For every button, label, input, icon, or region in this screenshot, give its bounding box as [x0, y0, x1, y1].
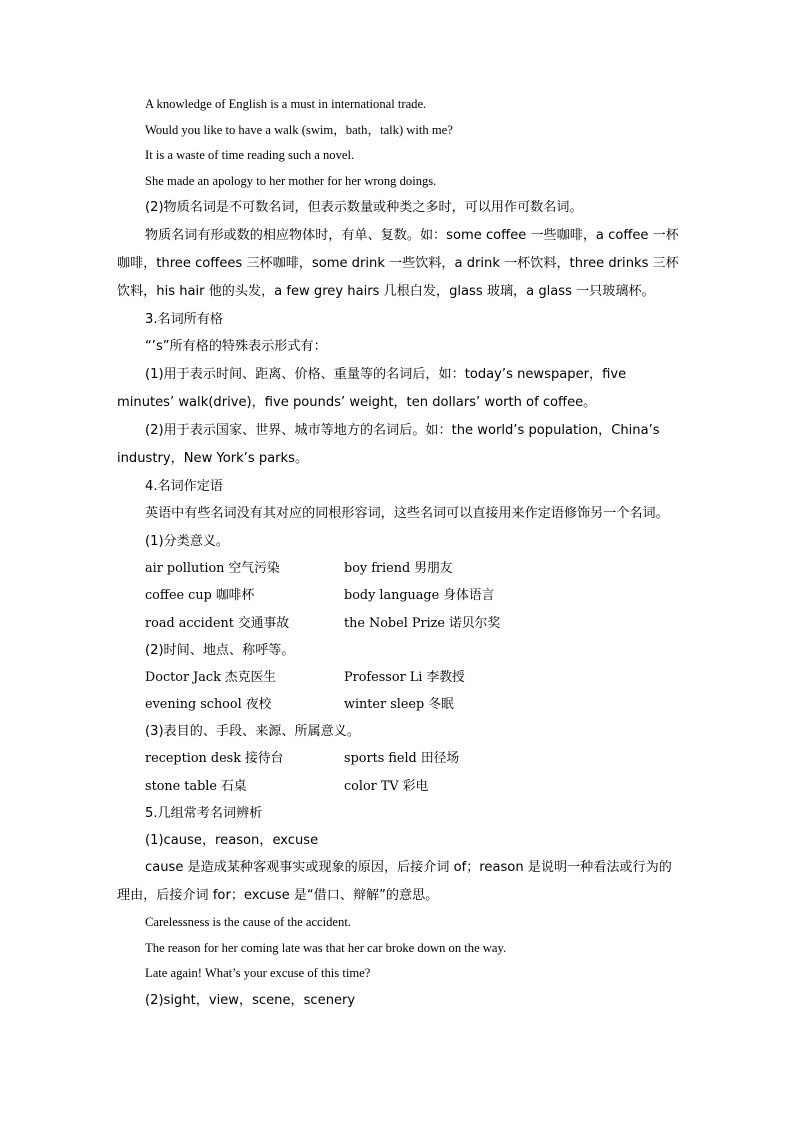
vocab-entry: color TV 彩电 — [344, 778, 429, 794]
vocab-entry: road accident 交通事故 — [145, 615, 290, 631]
vocab-group-title: (3)表目的、手段、来源、所属意义。 — [145, 724, 360, 740]
word-group-explanation: cause 是造成某种客观事实或现象的原因，后接介词 of；reason 是说明一种看法或行为的理由，后接介词 for；excuse 是“借口、辩解”的意思。 — [117, 860, 672, 904]
example-sentence: A knowledge of English is a must in international trade. — [145, 97, 427, 111]
vocab-row — [117, 610, 682, 637]
vocab-entry: Doctor Jack 杰克医生 — [145, 669, 277, 685]
section-heading-attributive: 4.名词作定语 — [145, 479, 223, 494]
example-sentence: Late again! What’s your excuse of this time? — [145, 966, 371, 981]
vocab-entry: winter sleep 冬眠 — [344, 697, 454, 713]
vocab-entry: body language 身体语言 — [344, 588, 495, 604]
vocab-row — [117, 691, 682, 718]
vocab-entry: coffee cup 咖啡杯 — [145, 588, 255, 604]
section-heading-discrimination: 5.几组常考名词辨析 — [145, 806, 263, 822]
vocab-entry: stone table 石桌 — [145, 778, 247, 794]
example-sentence: She made an apology to her mother for her wrong doings. — [145, 173, 437, 188]
vocab-row — [117, 664, 682, 691]
vocab-row — [117, 555, 682, 582]
vocab-row — [117, 773, 682, 800]
possessive-point-1: (1)用于表示时间、距离、价格、重量等的名词后，如：today’s newspaper，five minutes’ walk(drive)，five pounds’ weight，ten dollars’ worth of coffee。 — [117, 367, 627, 410]
example-sentence: It is a waste of time reading such a novel. — [145, 148, 355, 162]
vocab-entry: reception desk 接待台 — [145, 751, 284, 767]
vocab-entry: sports field 田径场 — [344, 751, 460, 767]
vocab-entry: boy friend 男朋友 — [344, 561, 453, 576]
attributive-intro: 英语中有些名词没有其对应的同根形容词，这些名词可以直接用来作定语修饰另一个名词。 — [145, 506, 669, 521]
vocab-entry: Professor Li 李教授 — [344, 669, 465, 685]
document-body — [117, 92, 682, 1014]
possessive-point-2: (2)用于表示国家、世界、城市等地方的名词后。如：the world’s population，China’s industry，New York’s parks。 — [117, 423, 660, 466]
section-heading-possessive: 3.名词所有格 — [145, 312, 223, 327]
example-sentence: Would you like to have a walk (swim，bath，talk) with me? — [145, 122, 453, 137]
example-sentence: The reason for her coming late was that her car broke down on the way. — [145, 940, 507, 955]
word-group-title: (2)sight，view，scene，scenery — [145, 992, 356, 1008]
vocab-row — [117, 582, 682, 609]
vocab-group-title: (1)分类意义。 — [145, 534, 230, 549]
vocab-entry: the Nobel Prize 诺贝尔奖 — [344, 615, 501, 631]
vocab-entry: evening school 夜校 — [145, 697, 272, 713]
word-group-title: (1)cause，reason，excuse — [145, 833, 319, 849]
possessive-intro: “’s”所有格的特殊表示形式有： — [145, 339, 327, 354]
material-noun-point: (2)物质名词是不可数名词，但表示数量或种类之多时，可以用作可数名词。 — [145, 200, 583, 215]
vocab-entry: air pollution 空气污染 — [145, 561, 280, 576]
material-noun-detail: 物质名词有形或数的相应物体时，有单、复数。如：some coffee 一些咖啡，a coffee 一杯咖啡，three coffees 三杯咖啡，some drink 一些饮料，a drink 一杯饮料，three drinks 三杯饮料，his hair 他的头发，a few grey hairs 几根白发，glass 玻璃，a glass 一只玻璃杯。 — [117, 228, 679, 299]
vocab-row — [117, 745, 682, 772]
vocab-group-title: (2)时间、地点、称呼等。 — [145, 642, 295, 658]
example-sentence: Carelessness is the cause of the accident. — [145, 915, 351, 930]
